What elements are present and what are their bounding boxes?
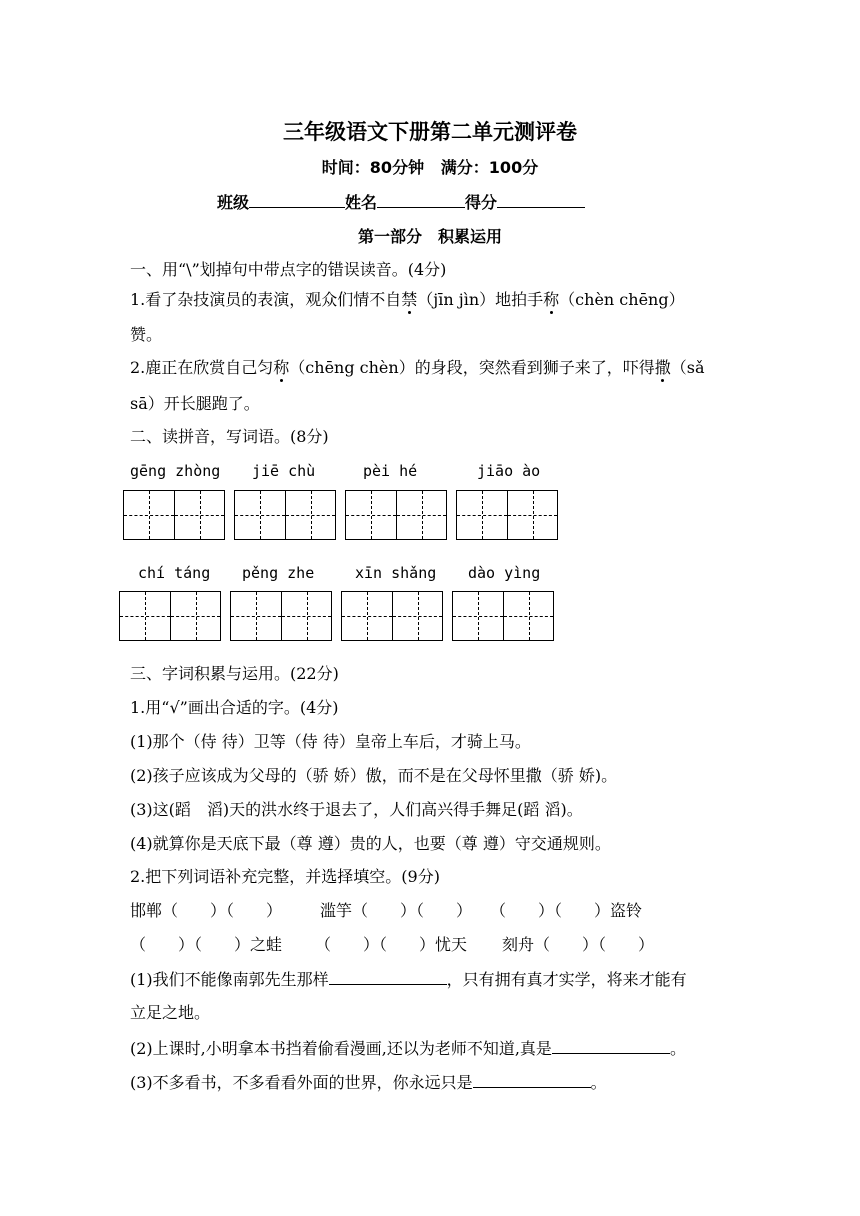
- score-blank[interactable]: [497, 191, 585, 208]
- choice-item-1: (1)那个（侍 待）卫等（侍 待）皇帝上车后，才骑上马。: [130, 732, 531, 751]
- choice-item-3: (3)这(蹈 滔)天的洪水终于退去了，人们高兴得手舞足(蹈 滔)。: [130, 800, 583, 819]
- q2-text-a: 2.鹿正在欣赏自己匀: [130, 358, 274, 377]
- fill-sentence-1: [130, 968, 687, 990]
- fill3-blank[interactable]: [473, 1071, 591, 1088]
- pinyin-1: gēng zhòng: [130, 462, 221, 480]
- choice-item-4: (4)就算你是天底下最（尊 遵）贵的人，也要（尊 遵）守交通规则。: [130, 834, 611, 853]
- q1-text-b: （jīn jìn）地拍手: [417, 290, 544, 309]
- name-label: 姓名: [345, 193, 378, 212]
- fill1-text-b: ，只有拥有真才实学，将来才能有: [446, 970, 687, 989]
- exam-meta: [0, 158, 860, 178]
- section3-heading: 三、字词积累与运用。(22分): [130, 664, 339, 683]
- fill-sentence-1-cont: 立足之地。: [130, 1003, 211, 1022]
- full-score: 满分：100分: [440, 158, 539, 177]
- idiom-6: 刻舟（ ）（ ）: [502, 935, 655, 954]
- time-limit: 时间：80分钟: [321, 158, 425, 177]
- idiom-2: 滥竽（ ）（ ）: [320, 901, 473, 920]
- pinyin-6: pěng zhe: [242, 564, 315, 582]
- fill-sentence-2: [130, 1037, 686, 1059]
- q1-text-c: （chèn chēng）: [559, 290, 685, 309]
- fill3-text: (3)不多看书，不多看看外面的世界，你永远只是: [130, 1073, 473, 1092]
- section1-q1-line1: [130, 290, 685, 310]
- section2-heading: 二、读拼音，写词语。(8分): [130, 427, 329, 446]
- class-blank[interactable]: [249, 191, 345, 208]
- section1-q1-line2: 赞。: [130, 325, 163, 344]
- section1-heading: 一、用“\”划掉句中带点字的错误读音。(4分): [130, 260, 447, 279]
- fill-sentence-3: [130, 1071, 607, 1093]
- writing-grid[interactable]: [456, 490, 558, 540]
- writing-grid[interactable]: [452, 591, 554, 641]
- section1-q2-line2: sā）开长腿跑了。: [130, 394, 260, 413]
- q1-text-a: 1.看了杂技演员的表演，观众们情不自: [130, 290, 402, 309]
- writing-grid[interactable]: [345, 490, 447, 540]
- pinyin-5: chí táng: [138, 564, 211, 582]
- pinyin-4: jiāo ào: [477, 462, 541, 480]
- pinyin-2: jiē chù: [252, 462, 316, 480]
- page-title: 三年级语文下册第二单元测评卷: [283, 120, 577, 144]
- idiom-1: 邯郸（ ）（ ）: [130, 901, 283, 920]
- writing-grid[interactable]: [119, 591, 221, 641]
- idiom-4: （ ）（ ）之蛙: [130, 935, 283, 954]
- part1-heading: 第一部分 积累运用: [357, 227, 502, 246]
- class-label: 班级: [217, 193, 250, 212]
- q1-dotted-char-2: 称: [543, 290, 560, 309]
- q2-dotted-char-2: 撒: [654, 358, 671, 377]
- idiom-5: （ ）（ ）忧天: [315, 935, 468, 954]
- pinyin-8: dào yìng: [468, 564, 541, 582]
- fill2-end: 。: [669, 1039, 686, 1058]
- section3-sub1: 1.用“√”画出合适的字。(4分): [130, 698, 339, 717]
- writing-grid[interactable]: [341, 591, 443, 641]
- idiom-3: （ ）（ ）盗铃: [490, 901, 643, 920]
- q2-dotted-char-1: 称: [273, 358, 290, 377]
- section1-q2-line1: [130, 358, 705, 378]
- pinyin-3: pèi hé: [363, 462, 418, 480]
- q2-text-b: （chēng chèn）的身段，突然看到狮子来了，吓得: [289, 358, 655, 377]
- section3-sub2: 2.把下列词语补充完整，并选择填空。(9分): [130, 867, 440, 886]
- fill1-blank[interactable]: [329, 968, 447, 985]
- score-label: 得分: [465, 193, 498, 212]
- writing-grid[interactable]: [234, 490, 336, 540]
- q1-dotted-char-1: 禁: [401, 290, 418, 309]
- writing-grid[interactable]: [123, 490, 225, 540]
- fill2-text: (2)上课时,小明拿本书挡着偷看漫画,还以为老师不知道,真是: [130, 1039, 552, 1058]
- fill2-blank[interactable]: [552, 1037, 670, 1054]
- writing-grid[interactable]: [230, 591, 332, 641]
- q2-text-c: （sǎ: [670, 358, 705, 377]
- fill1-text-a: (1)我们不能像南郭先生那样: [130, 970, 329, 989]
- fill3-end: 。: [590, 1073, 607, 1092]
- student-info-line: [217, 191, 585, 213]
- choice-item-2: (2)孩子应该成为父母的（骄 娇）傲，而不是在父母怀里撒（骄 娇)。: [130, 766, 618, 785]
- pinyin-7: xīn shǎng: [355, 564, 437, 582]
- name-blank[interactable]: [377, 191, 465, 208]
